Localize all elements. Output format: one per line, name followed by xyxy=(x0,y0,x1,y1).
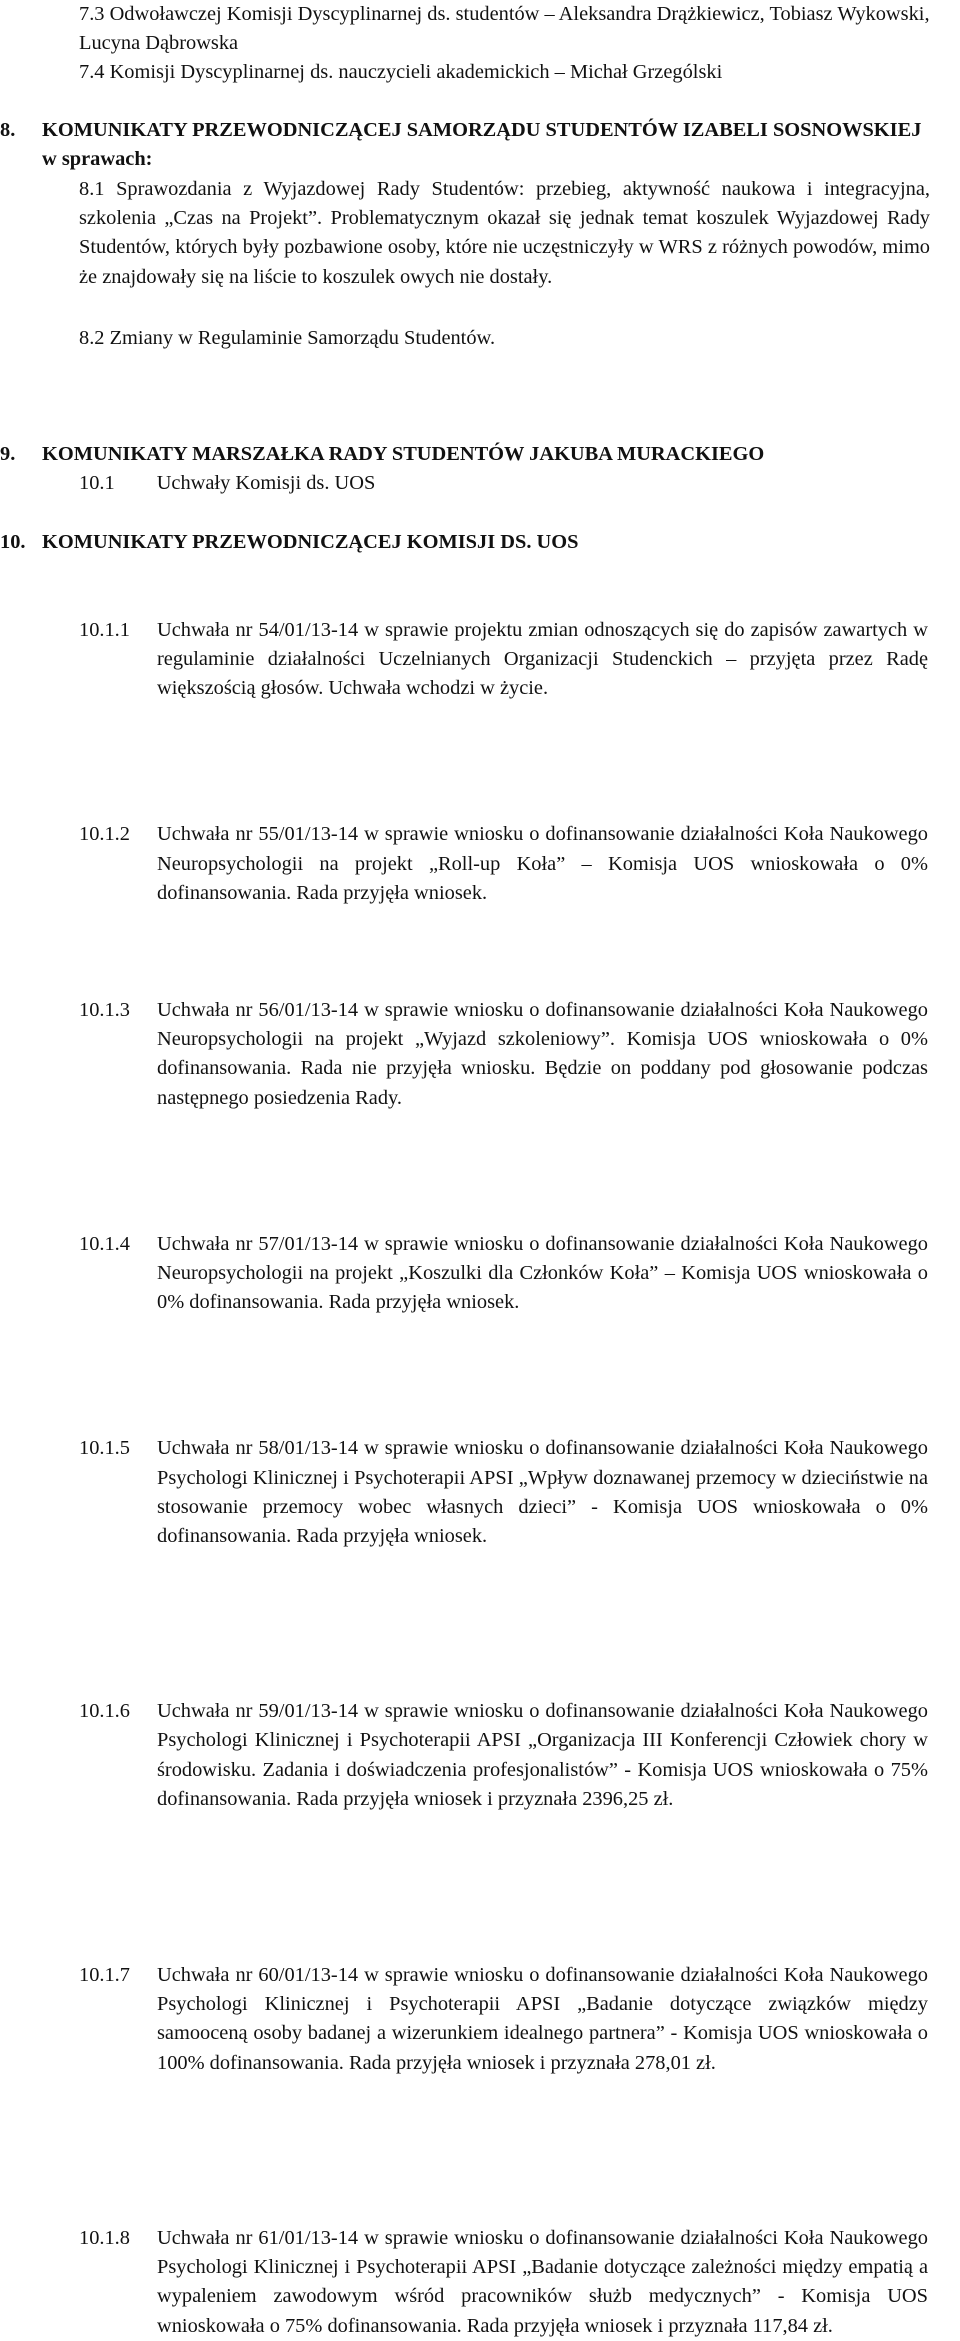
resolution-item xyxy=(0,996,960,1113)
section-10-heading xyxy=(0,528,960,557)
section-9-heading xyxy=(0,440,960,469)
item-8-1-text: 8.1 Sprawozdania z Wyjazdowej Rady Studentów: przebieg, aktywność naukowa i integracyjna, szkolenia „Czas na Projekt”. Problematycznym okazał się jednak temat koszulek Wyjazdowej Rady Studentów, których były pozbawione osoby, które nie uczęstniczyły w WRS z różnych powodów, mimo że znajdowały się na liście to koszulek owych nie dostały. xyxy=(79,178,930,288)
resolution-text: Uchwała nr 58/01/13-14 w sprawie wniosku o dofinansowanie działalności Koła Naukowego Psychologi Klinicznej i Psychoterapii APSI „Wpływ doznawanej przemocy w dzieciństwie na stosowanie przemocy wobec własnych dzieci” - Komisja UOS wnioskowała o 0% dofinansowania. Rada przyjęła wniosek. xyxy=(157,1437,928,1548)
resolution-item xyxy=(0,1230,960,1318)
resolution-item xyxy=(0,2224,960,2341)
resolution-number: 10.1.5 xyxy=(79,1437,130,1460)
resolution-item xyxy=(0,1961,960,2078)
resolution-item xyxy=(0,1697,960,1814)
resolution-number: 10.1.7 xyxy=(79,1964,130,1987)
resolution-text: Uchwała nr 60/01/13-14 w sprawie wniosku o dofinansowanie działalności Koła Naukowego Psychologi Klinicznej i Psychoterapii APSI „Badanie dotyczące związków między samooceną osoby badanej a wizerunkiem idealnego partnera” - Komisja UOS wnioskowała o 100% dofinansowania. Rada przyjęła wniosek i przyznała 278,01 zł. xyxy=(157,1964,928,2074)
subsection-10-1-title: Uchwały Komisji ds. UOS xyxy=(156,472,376,494)
resolution-text: Uchwała nr 59/01/13-14 w sprawie wniosku o dofinansowanie działalności Koła Naukowego Psychologi Klinicznej i Psychoterapii APSI „Organizacja III Konferencji Człowiek chory w środowisku. Zadania i doświadczenia profesjonalistów” - Komisja UOS wnioskowała o 75% dofinansowania. Rada przyjęła wniosek i przyznała 2396,25 zł. xyxy=(157,1700,928,1810)
list-item-7-4 xyxy=(0,58,960,87)
resolution-number: 10.1.2 xyxy=(79,823,130,846)
item-7-4-text: 7.4 Komisji Dyscyplinarnej ds. nauczycieli akademickich – Michał Grzególski xyxy=(79,61,723,83)
resolution-text: Uchwała nr 57/01/13-14 w sprawie wniosku o dofinansowanie działalności Koła Naukowego Neuropsychologii na projekt „Koszulki dla Członków Koła” – Komisja UOS wnioskowała o 0% dofinansowania. Rada przyjęła wniosek. xyxy=(157,1232,928,1314)
item-8-2-text: 8.2 Zmiany w Regulaminie Samorządu Studentów. xyxy=(79,327,496,349)
resolution-item xyxy=(0,1434,960,1551)
resolution-text: Uchwała nr 56/01/13-14 w sprawie wniosku o dofinansowanie działalności Koła Naukowego Neuropsychologii na projekt „Wyjazd szkoleniowy”. Komisja UOS wnioskowała o 0% dofinansowania. Rada nie przyjęła wniosku. Będzie on poddany pod głosowanie podczas następnego posiedzenia Rady. xyxy=(157,999,928,1109)
resolution-number: 10.1.4 xyxy=(79,1232,130,1255)
resolution-number: 10.1.6 xyxy=(79,1700,130,1723)
resolution-text: Uchwała nr 55/01/13-14 w sprawie wniosku o dofinansowanie działalności Koła Naukowego Neuropsychologii na projekt „Roll-up Koła” – Komisja UOS wnioskowała o 0% dofinansowania. Rada przyjęła wniosek. xyxy=(157,823,928,904)
list-item-7-3 xyxy=(0,0,960,58)
resolution-item xyxy=(0,616,960,704)
resolution-number: 10.1.8 xyxy=(79,2226,130,2249)
section-8-heading xyxy=(0,116,960,174)
section-9-number: 9. xyxy=(0,443,16,466)
resolution-number: 10.1.1 xyxy=(79,618,130,641)
resolution-text: Uchwała nr 54/01/13-14 w sprawie projektu zmian odnoszących się do zapisów zawartych w regulaminie działalności Uczelnianych Organizacji Studenckich – przyjęta przez Radę większością głosów. Uchwała wchodzi w życie. xyxy=(157,618,928,700)
section-8-number: 8. xyxy=(0,119,16,141)
section-9-title: KOMUNIKATY MARSZAŁKA RADY STUDENTÓW JAKUBA MURACKIEGO xyxy=(42,443,765,466)
list-item-8-2 xyxy=(0,324,960,353)
section-8-title: KOMUNIKATY PRZEWODNICZĄCEJ SAMORZĄDU STUDENTÓW IZABELI SOSNOWSKIEJ w sprawach: xyxy=(42,119,922,171)
resolution-item xyxy=(0,820,960,908)
resolution-number: 10.1.3 xyxy=(79,999,130,1022)
section-10-number: 10. xyxy=(0,530,26,553)
subsection-10-1 xyxy=(0,469,960,498)
list-item-8-1 xyxy=(0,175,960,292)
resolution-text: Uchwała nr 61/01/13-14 w sprawie wniosku o dofinansowanie działalności Koła Naukowego Psychologi Klinicznej i Psychoterapii APSI „Badanie dotyczące zależności między empatią a wypaleniem zawodowym wśród pracowników służb medycznych” - Komisja UOS wnioskowała o 75% dofinansowania. Rada przyjęła wniosek i przyznała 117,84 zł. xyxy=(157,2226,928,2337)
subsection-10-1-number: 10.1 xyxy=(79,472,115,494)
item-7-3-text: 7.3 Odwoławczej Komisji Dyscyplinarnej ds. studentów – Aleksandra Drążkiewicz, Tobiasz Wykowski, Lucyna Dąbrowska xyxy=(79,3,930,55)
section-10-title: KOMUNIKATY PRZEWODNICZĄCEJ KOMISJI DS. UOS xyxy=(42,530,579,553)
